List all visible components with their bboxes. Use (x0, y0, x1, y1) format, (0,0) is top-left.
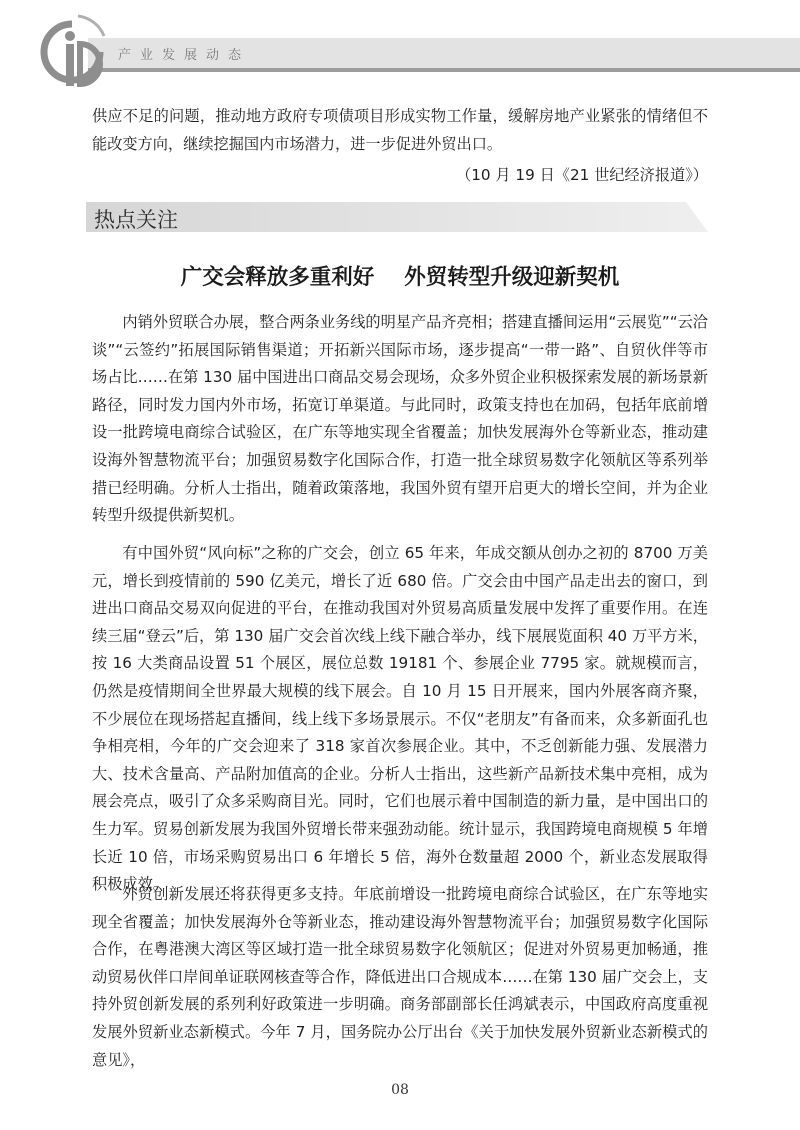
article-headline: 广交会释放多重利好 外贸转型升级迎新契机 (180, 265, 620, 290)
ci-circle-logo-icon (40, 12, 106, 94)
page-number: 08 (391, 1082, 409, 1098)
intro-paragraph: 供应不足的问题，推动地方政府专项债项目形成实物工作量，缓解房地产业紧张的情绪但不能改变方向，继续挖掘国内市场潜力，进一步促进外贸出口。 (92, 107, 708, 153)
running-header (88, 38, 800, 68)
section-bar-background (86, 202, 708, 232)
source-citation: （10 月 19 日《21 世纪经济报道》） (456, 166, 708, 184)
header-divider (88, 68, 800, 72)
section-title: 热点关注 (94, 208, 178, 232)
running-header-title: 产业发展动态 (118, 48, 251, 63)
article-paragraph-3: 外贸创新发展还将获得更多支持。年底前增设一批跨境电商综合试验区，在广东等地实现全省覆盖；加快发展海外仓等新业态，推动建设海外智慧物流平台；加强贸易数字化国际合作，在粤港澳大湾区等区域打造一批全球贸易数字化领航区；促进对外贸易更加畅通，推动贸易伙伴口岸间单证联网核查等合作，降低进出口合规成本……在第 130 届广交会上，支持外贸创新发展的系列利好政策进一步明确。商务部副部长任鸿斌表示，中国政府高度重视发展外贸新业态新模式。今年 7 月，国务院办公厅出台《关于加快发展外贸新业态新模式的意见》， (92, 885, 708, 1069)
section-heading-bar (86, 202, 708, 232)
article-paragraph-2: 有中国外贸“风向标”之称的广交会，创立 65 年来，年成交额从创办之初的 8700 万美元，增长到疫情前的 590 亿美元，增长了近 680 倍。广交会由中国产品走出去的窗口，到进出口商品交易双向促进的平台，在推动我国对外贸易高质量发展中发挥了重要作用。在连续三届“登云”后，第 130 届广交会首次线上线下融合举办，线下展展览面积 40 万平方米，按 16 大类商品设置 51 个展区，展位总数 19181 个、参展企业 7795 家。就规模而言，仍然是疫情期间全世界最大规模的线下展会。自 10 月 15 日开展来，国内外展客商齐聚，不少展位在现场搭起直播间，线上线下多场景展示。不仅“老朋友”有备而来，众多新面孔也争相亮相，今年的广交会迎来了 318 家首次参展企业。其中，不乏创新能力强、发展潜力大、技术含量高、产品附加值高的企业。分析人士指出，这些新产品新技术集中亮相，成为展会亮点，吸引了众多采购商目光。同时，它们也展示着中国制造的新力量，是中国出口的生力军。贸易创新发展为我国外贸增长带来强劲动能。统计显示，我国跨境电商规模 5 年增长近 10 倍，市场采购贸易出口 6 年增长 5 倍，海外仓数量超 2000 个，新业态发展取得积极成效。 (92, 544, 708, 894)
article-paragraph-1: 内销外贸联合办展，整合两条业务线的明星产品齐亮相；搭建直播间运用“云展览”“云洽谈”“云签约”拓展国际销售渠道；开拓新兴国际市场，逐步提高“一带一路”、自贸伙伴等市场占比……在第 130 届中国进出口商品交易会现场，众多外贸企业积极探索发展的新场景新路径，同时发力国内外市场，拓宽订单渠道。与此同时，政策支持也在加码，包括年底前增设一批跨境电商综合试验区，在广东等地实现全省覆盖；加快发展海外仓等新业态，推动建设海外智慧物流平台；加强贸易数字化国际合作，打造一批全球贸易数字化领航区等系列举措已经明确。分析人士指出，随着政策落地，我国外贸有望开启更大的增长空间，并为企业转型升级提供新契机。 (92, 313, 708, 525)
